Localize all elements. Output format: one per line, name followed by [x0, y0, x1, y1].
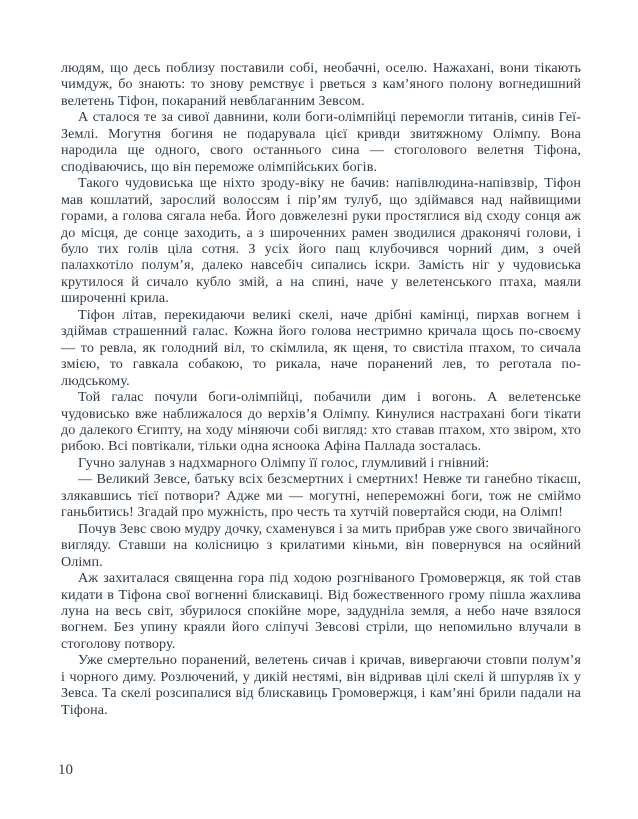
- paragraph: Такого чудовиська ще ніхто зроду-віку не бачив: напівлюдина-напівзвір, Тіфон мав кошлатий, зарослий волоссям і пір’ям тулуб, що здіймався над найвищими горами, а голова сягала неба. Його довжелезні руки простяглися від сходу сонця аж до місця, де сонце заходить, а з широченних рамен зводилися драконячі голови, і було тих голів ціла сотня. З усіх його пащ клубочився чорний дим, з очей палахкотіло полум’я, далеко навсебіч сипались іскри. Замість ніг у чудовиська крутилося й сичало кубло змій, а на спині, наче у велетенського птаха, маяли широченні крила.: [61, 175, 581, 307]
- paragraph: Гучно залунав з надхмарного Олімпу її голос, глумливий і гнівний:: [78, 454, 490, 471]
- paragraph: А сталося те за сивої давнини, коли боги-олімпійці перемогли титанів, синів Геї-Землі. Могутня богиня не подарувала цієї кривди звитяжному Олімпу. Вона народила ще одного, свого останнього сина — стоголового велетня Тіфона, сподіваючись, що він переможе олімпійських богів.: [61, 109, 581, 175]
- paragraph: Аж захиталася священна гора під ходою розгніваного Громовержця, як той став кидати в Тіфона свої вогненні блискавиці. Від божественного грому пішла жахлива луна на весь світ, збурилося спокійне море, задудніла земля, а небо наче взялося вогнем. Без упину краяли його сліпучі Зевсові стріли, що непомильно влучали в стоголову потвору.: [61, 570, 581, 652]
- paragraph: Почув Зевс свою мудру дочку, схаменувся і за мить прибрав уже свого звичайного вигляду. Ставши на колісницю з крилатими кіньми, він повернувся на осяйний Олімп.: [61, 520, 581, 570]
- page-number: 10: [58, 762, 73, 778]
- paragraph: Той галас почули боги-олімпійці, побачили дим і вогонь. А велетенське чудовисько вже наближалося до верхів’я Олімпу. Кинулися настрахані боги тікати до далекого Єгипту, на ходу міняючи собі вигляд: хто ставав птахом, хто звіром, хто рибою. Всі повтікали, тільки одна ясноока Афіна Паллада зосталась.: [61, 389, 581, 455]
- paragraph: людям, що десь поблизу поставили собі, необачні, оселю. Нажахані, вони тікають чимдуж, бо знають: то знову ремствує і рветься з кам’яного полону вогнедишний велетень Тіфон, покараний невблаганним Зевсом.: [61, 60, 581, 109]
- page-text: [61, 60, 581, 718]
- paragraph: — Великий Зевсе, батьку всіх безсмертних і смертних! Невже ти ганебно тікаєш, злякавшись тієї потвори? Адже ми — могутні, непереможні боги, тож не сміймо ганьбитись! Згадай про мужність, про честь та хутчій повертайся сюди, на Олімп!: [61, 471, 581, 521]
- paragraph: Тіфон літав, перекидаючи великі скелі, наче дрібні камінці, пирхав вогнем і здіймав страшенний галас. Кожна його голова нестримно кричала щось по-своєму — то ревла, як голодний віл, то скімлила, як щеня, то свистіла птахом, то сичала змією, то гавкала собакою, то рикала, наче поранений лев, то реготала по-людському.: [61, 306, 581, 389]
- paragraph: Уже смертельно поранений, велетень сичав і кричав, вивергаючи стовпи полум’я і чорного диму. Розлючений, у дикій нестямі, він відривав цілі скелі й шпурляв їх у Зевса. Та скелі розсипалися від блискавиць Громовержця, і кам’яні брили падали на Тіфона.: [61, 652, 581, 718]
